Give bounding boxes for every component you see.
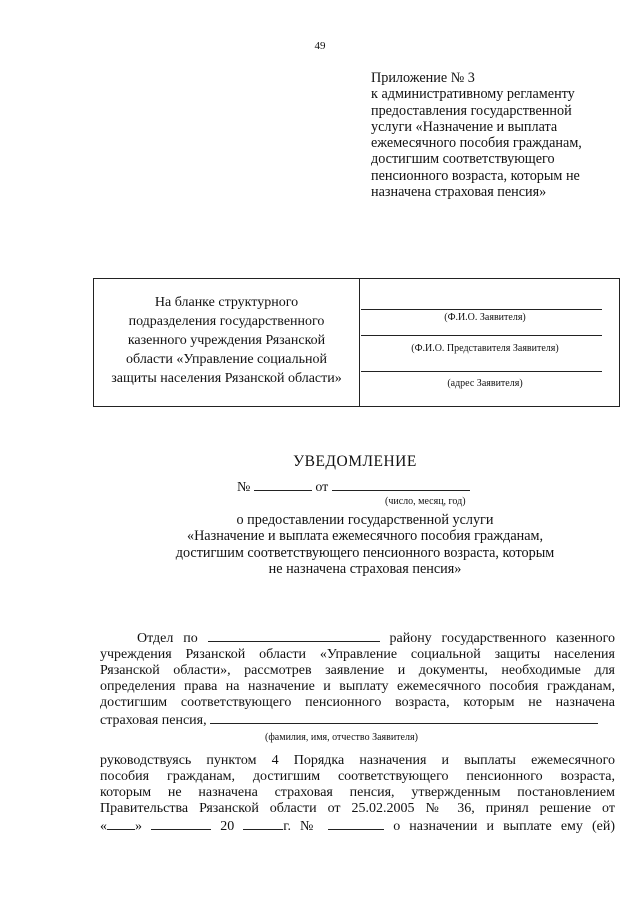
year-prefix: 20 bbox=[220, 819, 235, 834]
subject-line: «Назначение и выплата ежемесячного пособия гражданам, bbox=[186, 528, 544, 545]
notice-number-line bbox=[237, 478, 470, 496]
letterhead-line: защиты населения Рязанской области» bbox=[111, 371, 342, 386]
paragraph-line: пособия гражданам, достигшим соответствующего пенсионного возраста, bbox=[100, 769, 615, 784]
applicant-name-caption: (Ф.И.О. Заявителя) bbox=[444, 312, 526, 323]
paragraph-line bbox=[100, 817, 615, 835]
quote-open: « bbox=[100, 819, 107, 834]
notice-subject bbox=[0, 512, 640, 578]
letterhead-line: подразделения государственного bbox=[128, 314, 325, 329]
appendix-line: услуги «Назначение и выплата bbox=[371, 118, 558, 135]
representative-name-caption: (Ф.И.О. Представителя Заявителя) bbox=[411, 343, 559, 354]
paragraph-line: Рязанской области», рассмотрев заявление и документы, необходимые для bbox=[100, 663, 615, 678]
address-caption: (адрес Заявителя) bbox=[447, 378, 523, 389]
date-caption: (число, месяц, год) bbox=[385, 496, 466, 507]
decision-year-blank[interactable] bbox=[243, 817, 283, 830]
subject-line: о предоставлении государственной услуги bbox=[236, 512, 494, 528]
letterhead-text bbox=[94, 293, 359, 388]
paragraph-line: руководствуясь пунктом 4 Порядка назначения и выплаты ежемесячного bbox=[100, 753, 615, 768]
decision-number-label: № bbox=[300, 819, 319, 834]
district-blank[interactable] bbox=[208, 629, 380, 642]
page-number: 49 bbox=[314, 40, 326, 52]
district-text: району государственного казенного bbox=[389, 631, 616, 646]
department-label: Отдел по bbox=[137, 631, 198, 646]
year-suffix: г. bbox=[283, 819, 291, 834]
applicant-caption: (фамилия, имя, отчество Заявителя) bbox=[265, 732, 418, 743]
appendix-line: пенсионного возраста, которым не bbox=[371, 167, 580, 184]
appendix-line: Приложение № 3 bbox=[371, 70, 475, 86]
decision-ending: о назначении и выплате ему (ей) bbox=[393, 819, 616, 834]
decision-number-blank[interactable] bbox=[328, 817, 384, 830]
appendix-line: предоставления государственной bbox=[371, 102, 572, 119]
appendix-line: назначена страховая пенсия» bbox=[371, 184, 547, 201]
notice-date-blank[interactable] bbox=[332, 478, 470, 491]
applicant-name-line[interactable] bbox=[361, 309, 602, 310]
applicant-name-blank[interactable] bbox=[210, 711, 598, 724]
body-paragraph-2 bbox=[100, 753, 615, 835]
notice-title: УВЕДОМЛЕНИЕ bbox=[293, 453, 417, 470]
letterhead-line: казенного учреждения Рязанской bbox=[127, 333, 326, 348]
paragraph-line: достигшим соответствующего пенсионного возраста, которым не назначена bbox=[100, 695, 615, 710]
paragraph-line: определения права на назначение и выплату ежемесячного пособия гражданам, bbox=[100, 679, 615, 694]
paragraph-line: которым не назначена страховая пенсия, утвержденным постановлением bbox=[100, 785, 615, 800]
paragraph-line: Правительства Рязанской области от 25.02.2005 № 36, принял решение от bbox=[100, 801, 615, 816]
appendix-line: ежемесячного пособия гражданам, bbox=[371, 135, 582, 152]
subject-line: не назначена страховая пенсия» bbox=[268, 561, 462, 578]
subject-line: достигшим соответствующего пенсионного возраста, которым bbox=[175, 544, 555, 561]
body-paragraph-1 bbox=[100, 629, 615, 746]
quote-close: » bbox=[135, 819, 142, 834]
number-label: № bbox=[237, 480, 251, 495]
decision-day-blank[interactable] bbox=[107, 817, 135, 830]
representative-name-line[interactable] bbox=[361, 335, 602, 336]
address-line[interactable] bbox=[361, 371, 602, 372]
paragraph-line bbox=[100, 711, 615, 729]
pension-text: страховая пенсия, bbox=[100, 713, 207, 728]
letterhead-form-box bbox=[93, 278, 620, 407]
letterhead-line: На бланке структурного bbox=[154, 295, 299, 310]
paragraph-line: учреждения Рязанской области «Управление социальной защиты населения bbox=[100, 647, 615, 662]
date-from-label: от bbox=[315, 480, 329, 495]
notice-number-blank[interactable] bbox=[254, 478, 312, 491]
appendix-header bbox=[371, 70, 631, 200]
appendix-line: достигшим соответствующего bbox=[371, 151, 555, 168]
decision-month-blank[interactable] bbox=[151, 817, 211, 830]
appendix-line: к административному регламенту bbox=[371, 86, 575, 103]
letterhead-line: области «Управление социальной bbox=[126, 352, 327, 367]
paragraph-line bbox=[100, 629, 615, 647]
box-divider bbox=[359, 279, 360, 406]
